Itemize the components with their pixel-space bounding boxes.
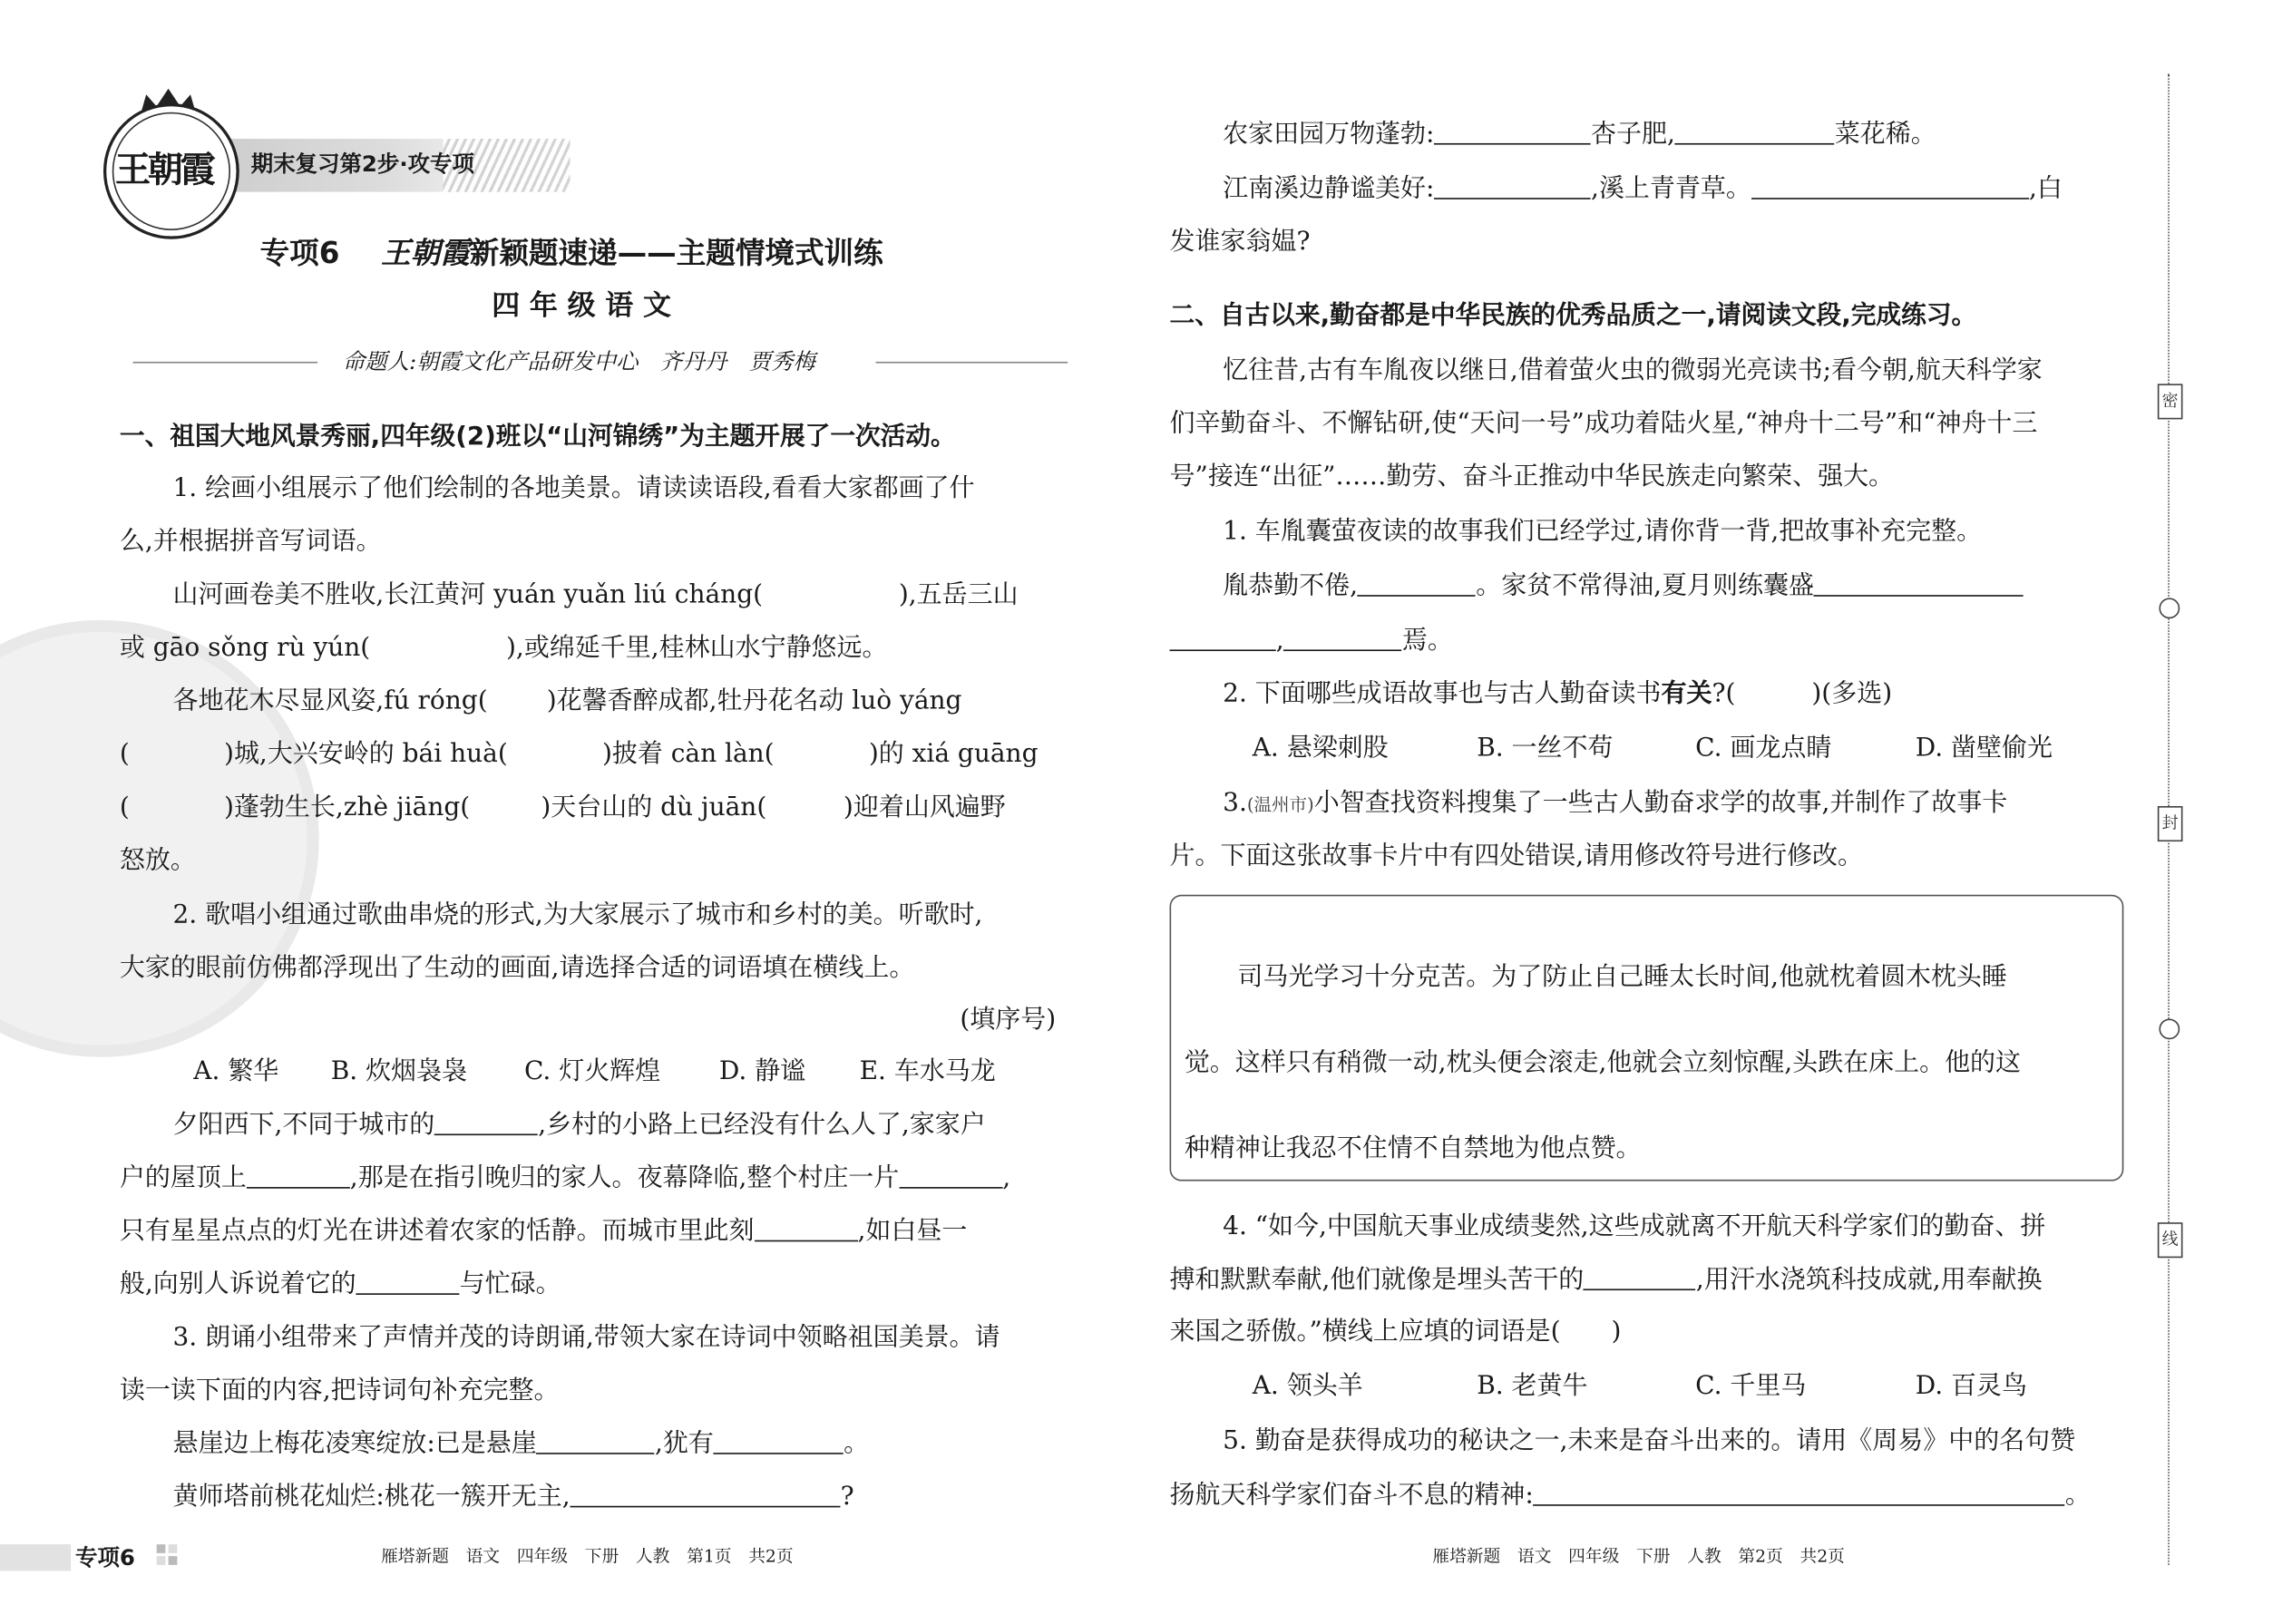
q2-passage-line1: 忆往昔,古有车胤夜以继日,借着萤火虫的微弱光亮读书;看今朝,航天科学家 — [1223, 355, 2043, 385]
q2-4-line2-b: ,用汗水浇筑科技成就,用奉献换 — [1695, 1265, 2043, 1295]
q1-3-line1: 3. 朗诵小组带来了声情并茂的诗朗诵,带领大家在诗词中领略祖国美景。请 — [172, 1322, 1000, 1353]
q1-2-p-line4-a: 般,向别人诉说着它的 — [119, 1269, 356, 1299]
q2-4-line2 — [1170, 1264, 2043, 1297]
q1-2-option: A. 繁华 — [193, 1056, 279, 1087]
q2-2-b: ?( )(多选) — [1712, 678, 1893, 709]
q1-2-option: B. 炊烟袅袅 — [330, 1056, 468, 1087]
q2-1-line1-b: 。家贫不常得油,夏月则练囊盛 — [1476, 571, 1814, 601]
q1-1-p2-line3 — [120, 792, 1006, 824]
q1-1-p2-line2-c: )披着 càn làn( — [601, 739, 775, 770]
q2-3-region: (温州市) — [1246, 793, 1314, 815]
q2-4-option: C. 千里马 — [1695, 1371, 1807, 1402]
fill-blank-line[interactable] — [1434, 174, 1591, 199]
q2-1-line2 — [1170, 625, 1453, 657]
q1-2-option: E. 车水马龙 — [859, 1056, 996, 1087]
poem-cont-line1 — [1223, 118, 1936, 151]
q2-5-line2-b: 。 — [2064, 1481, 2091, 1511]
binding-hole-icon — [2159, 598, 2180, 618]
q1-3-poem2-b: ? — [840, 1482, 854, 1512]
side-label: 线 — [2158, 1222, 2183, 1258]
q1-2-p-line3 — [120, 1215, 967, 1248]
q2-2-option: D. 凿壁偷光 — [1915, 734, 2053, 763]
fill-blank-line[interactable] — [537, 1429, 655, 1454]
q1-3-line2: 读一读下面的内容,把诗词句补充完整。 — [119, 1376, 560, 1406]
q2-2-a: 2. 下面哪些成语故事也与古人勤奋读书 — [1223, 678, 1662, 709]
fill-blank-line[interactable] — [1751, 174, 2029, 199]
q2-2-option: C. 画龙点睛 — [1695, 734, 1832, 763]
q1-2-p-line1-a: 夕阳西下,不同于城市的 — [172, 1110, 435, 1140]
q1-1-line2: 么,并根据拼音写词语。 — [119, 527, 382, 557]
fill-blank-line[interactable] — [899, 1163, 1002, 1189]
q1-2-p-line4 — [120, 1269, 561, 1301]
q1-2-p-line2-b: ,那是在指引晚归的家人。夜幕降临,整个村庄一片 — [349, 1163, 900, 1193]
q2-passage-line3: 号”接连“出征”……勤劳、奋斗正推动中华民族走向繁荣、强大。 — [1169, 462, 1895, 492]
poem-cont-line1-a: 农家田园万物蓬勃: — [1223, 119, 1435, 150]
q1-1-p2-line2 — [120, 738, 1039, 771]
footer-tag: 专项6 — [75, 1544, 135, 1571]
special-number: 专项6 — [259, 234, 340, 270]
q1-1-p2-line3-a: ( — [119, 793, 130, 822]
q2-4-option: D. 百灵鸟 — [1915, 1371, 2027, 1402]
footer-squares-icon — [157, 1544, 187, 1571]
q1-2-p-line4-b: 与忙碌。 — [459, 1269, 561, 1299]
q2-3-b: 小智查找资料搜集了一些古人勤奋求学的故事,并制作了故事卡 — [1313, 788, 2008, 819]
q1-3-poem1-b: ,犹有 — [654, 1429, 714, 1459]
q1-1-p1-line1 — [172, 579, 1018, 611]
q2-3-line2: 片。下面这张故事卡片中有四处错误,请用修改符号进行修改。 — [1169, 841, 1864, 871]
fill-blank-line[interactable] — [1584, 1265, 1696, 1290]
q2-5-line1: 5. 勤奋是获得成功的秘诀之一,未来是奋斗出来的。请用《周易》中的名句赞 — [1223, 1425, 2076, 1456]
fill-blank-line[interactable] — [1434, 120, 1591, 145]
q1-heading: 一、祖国大地风景秀丽,四年级(2)班以“山河锦绣”为主题开展了一次活动。 — [119, 422, 956, 452]
fill-blank-line[interactable] — [1358, 571, 1476, 597]
side-label: 密 — [2158, 384, 2183, 419]
fill-blank-line[interactable] — [1534, 1481, 2065, 1506]
poem-cont-line2-c: ,白 — [2028, 174, 2063, 204]
q1-2-note: (填序号) — [960, 1005, 1057, 1036]
q2-5-line2-a: 扬航天科学家们奋斗不息的精神: — [1169, 1481, 1534, 1511]
q1-2-line1: 2. 歌唱小组通过歌曲串烧的形式,为大家展示了城市和乡村的美。听歌时, — [172, 900, 983, 930]
poem-cont-line3: 发谁家翁媪? — [1169, 227, 1311, 258]
q1-2-p-line3-a: 只有星星点点的灯光在讲述着农家的恬静。而城市里此刻 — [119, 1216, 755, 1247]
q1-1-p1-line1-b: ),五岳三山 — [898, 579, 1019, 610]
fill-blank-line[interactable] — [1284, 626, 1402, 651]
q2-1-line2-b: 焉。 — [1401, 626, 1453, 656]
q2-4-line2-a: 搏和默默奉献,他们就像是埋头苦干的 — [1169, 1265, 1585, 1295]
q2-2-option: B. 一丝不苟 — [1477, 734, 1614, 763]
q1-1-p2-line3-b: )蓬勃生长,zhè jiāng( — [224, 793, 471, 822]
q2-4-option: A. 领头羊 — [1252, 1371, 1363, 1402]
q2-3-line1 — [1223, 787, 2007, 821]
q1-1-p2-line2-a: ( — [119, 739, 130, 770]
fill-blank-line[interactable] — [755, 1217, 858, 1242]
side-label: 封 — [2158, 806, 2183, 841]
q1-1-p1-line1-a: 山河画卷美不胜收,长江黄河 yuán yuǎn liú cháng( — [172, 579, 764, 610]
fill-blank-line[interactable] — [1675, 120, 1835, 145]
q1-1-p2-line1-b: )花馨香醉成都,牡丹花名动 luò yáng — [546, 686, 962, 716]
q1-2-p-line2 — [120, 1162, 1010, 1194]
q2-2-bold: 有关 — [1661, 678, 1712, 709]
q2-1-line1-a: 胤恭勤不倦, — [1223, 571, 1358, 601]
poem-cont-line1-b: 杏子肥, — [1591, 119, 1675, 150]
q1-2-p-line1 — [172, 1109, 985, 1142]
footer-page-info-left: 雁塔新题 语文 四年级 下册 人教 第1页 共2页 — [381, 1545, 794, 1567]
q1-1-p1-line2-b: ),或绵延千里,桂林山水宁静悠远。 — [506, 633, 888, 664]
q1-2-line2: 大家的眼前仿佛都浮现出了生动的画面,请选择合适的词语填在横线上。 — [119, 953, 915, 984]
q1-1-p1-line2 — [120, 632, 888, 665]
fill-blank-line[interactable] — [1170, 626, 1276, 651]
q1-1-p2-line2-b: )城,大兴安岭的 bái huà( — [224, 739, 508, 770]
story-card-line2: 觉。这样只有稍微一动,枕头便会滚走,他就会立刻惊醒,头跌在床上。他的这 — [1184, 1048, 2022, 1078]
q1-2-option: D. 静谧 — [718, 1056, 806, 1087]
q2-1-line2-a: , — [1275, 626, 1284, 656]
divider-right — [876, 362, 1068, 364]
authors-line: 命题人:朝霞文化产品研发中心 齐丹丹 贾秀梅 — [342, 348, 815, 375]
q1-2-p-line2-c: , — [1002, 1163, 1011, 1193]
q1-3-poem1-a: 悬崖边上梅花凌寒绽放:已是悬崖 — [172, 1429, 537, 1459]
step-label: 期末复习第2步·攻专项 — [250, 151, 474, 178]
q2-2 — [1223, 677, 1892, 710]
q1-1-line1: 1. 绘画小组展示了他们绘制的各地美景。请读读语段,看看大家都画了什 — [172, 473, 975, 504]
footer-page-info-right: 雁塔新题 语文 四年级 下册 人教 第2页 共2页 — [1432, 1545, 1845, 1567]
q2-4-line3: 来国之骄傲。”横线上应填的词语是( ) — [1169, 1317, 1622, 1347]
footer-bar — [0, 1544, 71, 1571]
poem-cont-line2 — [1223, 172, 2063, 205]
fill-blank-line[interactable] — [1814, 571, 2024, 597]
story-card-line3: 种精神让我忍不住情不自禁地为他点赞。 — [1184, 1133, 1642, 1164]
q1-1-p2-line2-d: )的 xiá guāng — [868, 739, 1039, 770]
q2-4-option: B. 老黄牛 — [1477, 1371, 1588, 1402]
binding-hole-icon — [2159, 1018, 2180, 1039]
fill-blank-line[interactable] — [356, 1269, 460, 1295]
fill-blank-line[interactable] — [571, 1483, 841, 1508]
q1-1-p2-line1-a: 各地花木尽显风姿,fú róng( — [172, 686, 488, 716]
q2-4-line1: 4. “如今,中国航天事业成绩斐然,这些成就离不开航天科学家们的勤奋、拼 — [1223, 1211, 2046, 1242]
title-brand: 王朝霞 — [381, 234, 470, 270]
q2-1-line1 — [1223, 569, 2024, 602]
q2-heading: 二、自古以来,勤奋都是中华民族的优秀品质之一,请阅读文段,完成练习。 — [1169, 301, 1977, 331]
q2-3-a: 3. — [1223, 788, 1247, 819]
page-title: 新颖题速递——主题情境式训练 — [469, 234, 883, 270]
q2-2-option: A. 悬梁刺股 — [1252, 734, 1389, 763]
q1-1-p2-line3-c: )天台山的 dù juān( — [541, 793, 767, 822]
q1-3-poem2 — [172, 1481, 853, 1513]
q1-1-p2-line1 — [172, 685, 961, 717]
q1-2-option: C. 灯火辉煌 — [524, 1056, 661, 1087]
divider-left — [133, 362, 318, 364]
q1-2-p-line1-b: ,乡村的小路上已经没有什么人了,家家户 — [538, 1110, 986, 1140]
page-subtitle: 四 年 级 语 文 — [492, 289, 671, 322]
story-card-line1: 司马光学习十分克苦。为了防止自己睡太长时间,他就枕着圆木枕头睡 — [1237, 962, 2007, 993]
q1-3-poem1-c: 。 — [844, 1429, 870, 1459]
q1-1-p2-line3-d: )迎着山风遍野 — [843, 793, 1006, 822]
q2-passage-line2: 们辛勤奋斗、不懈钻研,使“天问一号”成功着陆火星,“神舟十二号”和“神舟十三 — [1169, 409, 2038, 439]
q1-2-p-line3-b: ,如白昼一 — [857, 1216, 968, 1247]
q1-1-p2-line4: 怒放。 — [119, 845, 196, 876]
poem-cont-line2-a: 江南溪边静谧美好: — [1223, 174, 1435, 204]
fill-blank-line[interactable] — [247, 1163, 350, 1189]
q1-2-p-line2-a: 户的屋顶上 — [119, 1163, 247, 1193]
q2-1: 1. 车胤囊萤夜读的故事我们已经学过,请你背一背,把故事补充完整。 — [1223, 516, 1983, 547]
fill-blank-line[interactable] — [434, 1110, 538, 1135]
poem-cont-line1-c: 菜花稀。 — [1834, 119, 1936, 150]
poem-cont-line2-b: ,溪上青青草。 — [1591, 174, 1751, 204]
brand-logo — [103, 103, 239, 239]
q1-1-p1-line2-a: 或 gāo sǒng rù yún( — [119, 633, 371, 664]
fill-blank-line[interactable] — [714, 1429, 844, 1454]
q1-3-poem1 — [172, 1427, 869, 1460]
brand-logo-text: 王朝霞 — [114, 147, 213, 191]
q1-3-poem2-a: 黄师塔前桃花灿烂:桃花一簇开无主, — [172, 1482, 571, 1512]
q2-5-line2 — [1170, 1479, 2091, 1512]
